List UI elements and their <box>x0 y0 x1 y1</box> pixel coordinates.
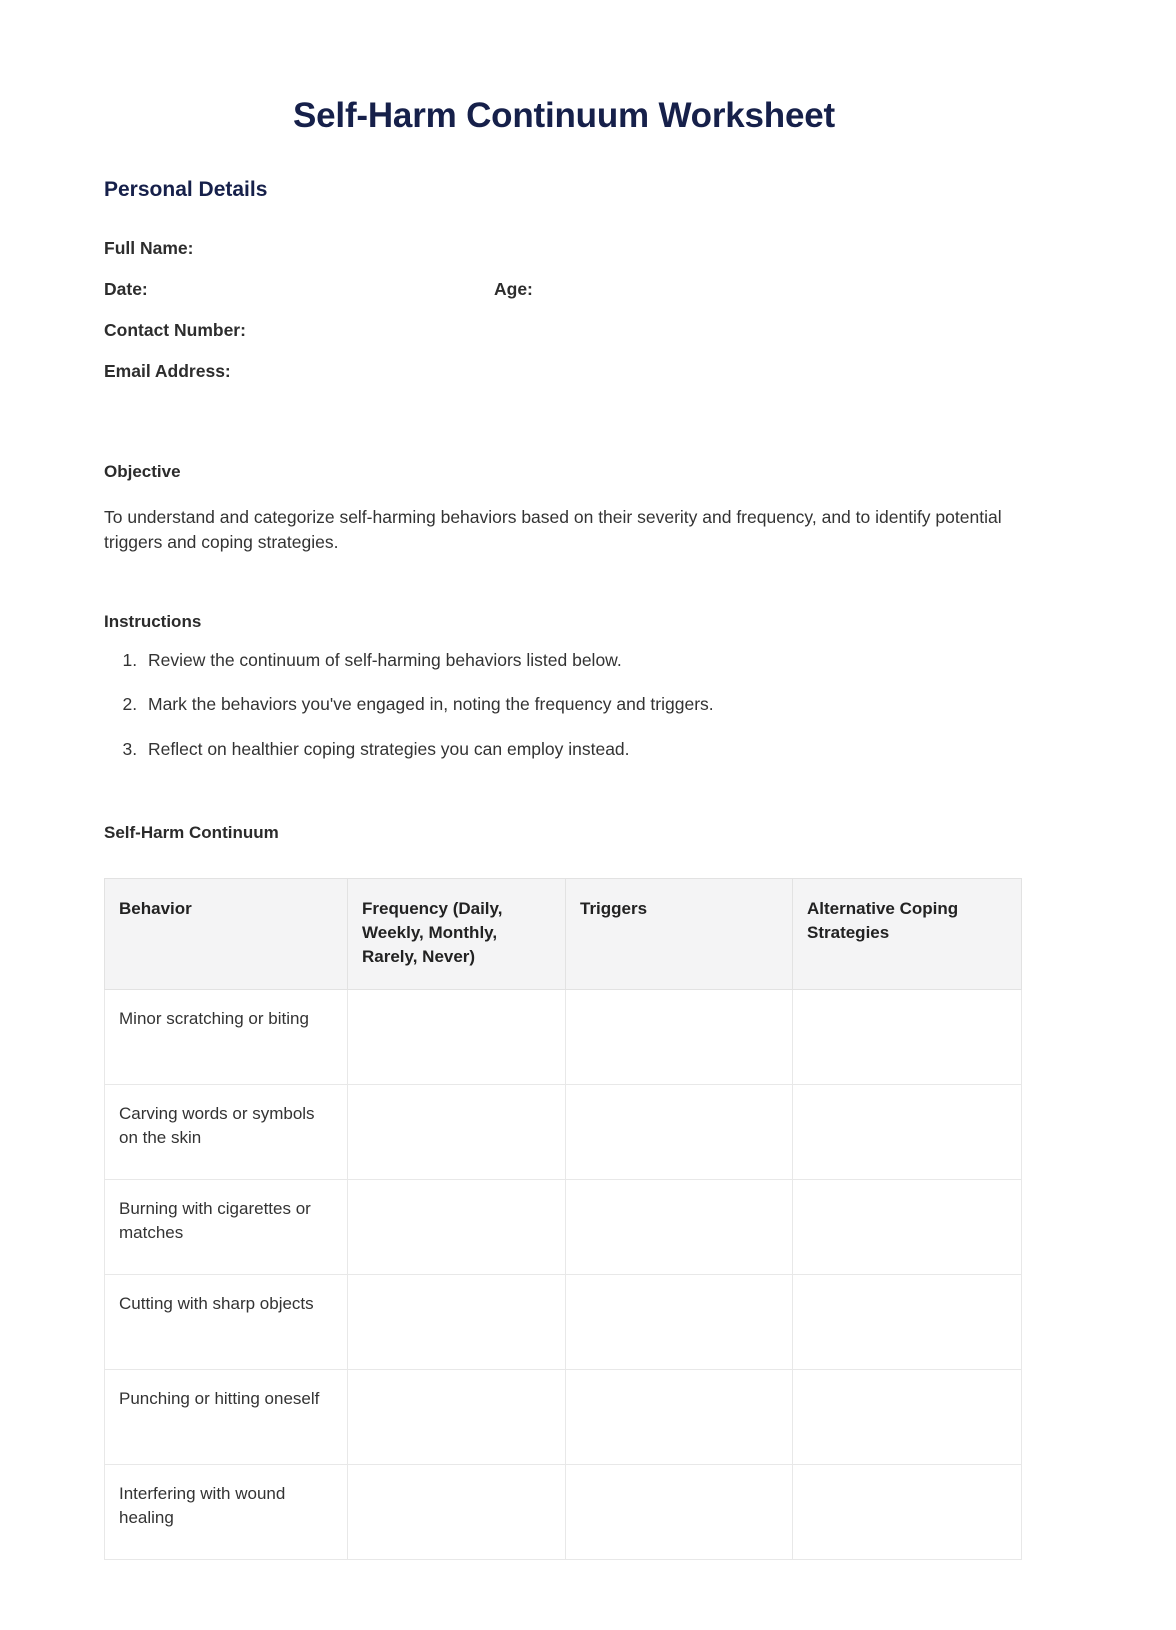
column-header-behavior: Behavior <box>105 878 348 989</box>
cell-frequency[interactable] <box>348 1465 566 1560</box>
cell-behavior: Carving words or symbols on the skin <box>105 1085 348 1180</box>
cell-triggers[interactable] <box>566 1085 793 1180</box>
cell-strategies[interactable] <box>793 1275 1022 1370</box>
instructions-list <box>104 632 1024 762</box>
full-name-label: Full Name: <box>104 238 194 259</box>
objective-heading: Objective <box>104 462 181 482</box>
column-header-triggers: Triggers <box>566 878 793 989</box>
table-row <box>105 1085 1022 1180</box>
cell-behavior: Burning with cigarettes or matches <box>105 1180 348 1275</box>
cell-triggers[interactable] <box>566 1465 793 1560</box>
continuum-heading: Self-Harm Continuum <box>104 823 279 843</box>
cell-behavior: Interfering with wound healing <box>105 1465 348 1560</box>
column-header-strategies: Alternative Coping Strategies <box>793 878 1022 989</box>
age-label: Age: <box>494 279 533 300</box>
instruction-item: 3. Reflect on healthier coping strategies you can employ instead. <box>142 737 1024 762</box>
table-row <box>105 990 1022 1085</box>
cell-triggers[interactable] <box>566 1180 793 1275</box>
field-row-email-address <box>104 351 1024 392</box>
cell-strategies[interactable] <box>793 1085 1022 1180</box>
continuum-table-wrapper <box>104 844 1024 1560</box>
page-title: Self-Harm Continuum Worksheet <box>293 96 835 135</box>
cell-strategies[interactable] <box>793 1180 1022 1275</box>
email-address-label: Email Address: <box>104 361 231 382</box>
cell-strategies[interactable] <box>793 1370 1022 1465</box>
field-row-full-name <box>104 228 1024 269</box>
table-row <box>105 1370 1022 1465</box>
contact-number-label: Contact Number: <box>104 320 246 341</box>
table-row <box>105 1275 1022 1370</box>
personal-details-fields <box>104 228 1024 392</box>
cell-frequency[interactable] <box>348 990 566 1085</box>
table-header-row <box>105 878 1022 989</box>
self-harm-continuum-table <box>104 878 1022 1560</box>
instruction-item: 2. Mark the behaviors you've engaged in, noting the frequency and triggers. <box>142 692 1024 717</box>
document-content <box>104 0 1024 1560</box>
cell-triggers[interactable] <box>566 1275 793 1370</box>
cell-behavior: Cutting with sharp objects <box>105 1275 348 1370</box>
table-row <box>105 1465 1022 1560</box>
objective-text: To understand and categorize self-harming behaviors based on their severity and frequency, and to identify potential triggers and coping strategies. <box>104 506 1002 553</box>
instructions-heading: Instructions <box>104 611 202 631</box>
cell-frequency[interactable] <box>348 1180 566 1275</box>
cell-frequency[interactable] <box>348 1085 566 1180</box>
instruction-item: 1. Review the continuum of self-harming behaviors listed below. <box>142 648 1024 673</box>
date-label: Date: <box>104 279 148 300</box>
personal-details-heading: Personal Details <box>104 178 268 202</box>
cell-strategies[interactable] <box>793 990 1022 1085</box>
cell-frequency[interactable] <box>348 1275 566 1370</box>
cell-frequency[interactable] <box>348 1370 566 1465</box>
column-header-frequency: Frequency (Daily, Weekly, Monthly, Rarely, Never) <box>348 878 566 989</box>
table-row <box>105 1180 1022 1275</box>
cell-behavior: Punching or hitting oneself <box>105 1370 348 1465</box>
cell-triggers[interactable] <box>566 1370 793 1465</box>
table-head <box>105 878 1022 989</box>
field-row-contact-number <box>104 310 1024 351</box>
table-body <box>105 990 1022 1560</box>
cell-triggers[interactable] <box>566 990 793 1085</box>
field-row-date-age <box>104 269 1024 310</box>
cell-behavior: Minor scratching or biting <box>105 990 348 1085</box>
cell-strategies[interactable] <box>793 1465 1022 1560</box>
